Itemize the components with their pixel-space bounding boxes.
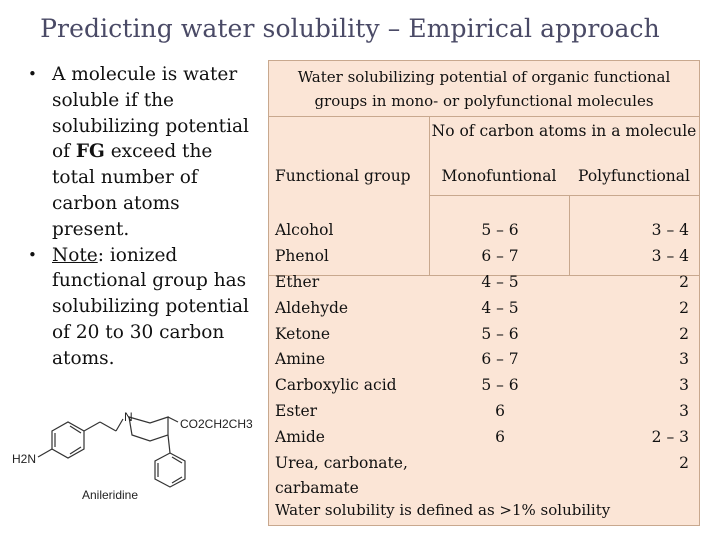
row-mono-value: 6 – 7: [481, 350, 519, 369]
divider: [429, 195, 699, 196]
row-mono-value: 6: [495, 402, 505, 421]
bullet-text: A molecule is water soluble if the solubilizing potential of: [52, 64, 249, 163]
table-row: [269, 399, 699, 425]
piperidine-ring: [129, 417, 168, 441]
bullet-bold-term: FG: [75, 141, 105, 163]
row-functional-group: Amide: [275, 428, 325, 447]
bullet-text: : ionized functional group has solubilizing potential of 20 to 30 carbon atoms.: [52, 244, 249, 369]
column-header-functional-group: Functional group: [275, 167, 411, 185]
row-mono-value: 5 – 6: [481, 324, 519, 343]
row-mono-value: 6: [495, 428, 505, 447]
column-header-polyfunctional: Polyfunctional: [578, 167, 690, 185]
table-row: [269, 244, 699, 270]
row-poly-value: 3: [679, 350, 689, 369]
solubility-table-panel: [268, 60, 700, 526]
row-mono-value: 5 – 6: [481, 376, 519, 395]
row-poly-value: 3: [679, 402, 689, 421]
row-functional-group: Ketone: [275, 324, 331, 343]
benzene-ring-bottom: [155, 453, 185, 487]
molecule-name: Anileridine: [82, 488, 139, 502]
table-row: [269, 425, 699, 451]
table-row: [269, 477, 699, 499]
benzene-ring-left: [52, 422, 84, 458]
column-header-monofunctional: Monofuntional: [441, 167, 557, 185]
table-row: [269, 218, 699, 244]
ring-nitrogen-label: N: [124, 410, 133, 424]
note-label: Note: [52, 244, 98, 266]
amine-label: H2N: [12, 452, 37, 466]
bullet-text: exceed the total number of carbon atoms present.: [52, 141, 213, 240]
row-functional-group: Urea, carbonate,: [275, 454, 408, 473]
table-footnote: Water solubility is defined as >1% solubility: [275, 501, 611, 519]
row-poly-value: 3 – 4: [651, 221, 689, 239]
row-poly-value: 2 – 3: [651, 428, 689, 447]
anileridine-structure: [10, 395, 260, 515]
row-functional-group: Aldehyde: [275, 298, 349, 317]
ester-label: CO2CH2CH3: [180, 417, 253, 431]
table-row: [269, 451, 699, 477]
row-functional-group: Amine: [275, 350, 326, 369]
row-poly-value: 3: [679, 376, 689, 395]
row-functional-group: Carboxylic acid: [275, 376, 397, 395]
table-header: Water solubilizing potential of organic functional groups in mono- or polyfunctional molecules: [269, 61, 699, 117]
bullet-marker: •: [28, 65, 37, 83]
table-row: [269, 347, 699, 373]
row-functional-group: Phenol: [275, 246, 329, 265]
row-mono-value: 4 – 5: [481, 272, 519, 291]
row-functional-group: Alcohol: [275, 221, 334, 239]
bullet-marker: •: [28, 245, 37, 264]
table-row: [269, 322, 699, 348]
row-poly-value: 2: [679, 298, 689, 317]
row-mono-value: 6 – 7: [481, 246, 519, 265]
table-row: [269, 373, 699, 399]
bullet-item-solubility-rule: [26, 62, 258, 243]
row-mono-value: 5 – 6: [481, 221, 519, 239]
slide-title: Predicting water solubility – Empirical approach: [40, 14, 660, 43]
row-poly-value: 3 – 4: [651, 246, 689, 265]
row-poly-value: 2: [679, 272, 689, 291]
table-row: [269, 296, 699, 322]
row-functional-group: carbamate: [275, 478, 359, 497]
row-poly-value: 2: [679, 454, 689, 473]
row-functional-group: Ester: [275, 402, 318, 421]
table-row: [269, 270, 699, 296]
row-functional-group: Ether: [275, 272, 320, 291]
bullet-list: [26, 62, 258, 372]
carbon-count-header: No of carbon atoms in a molecule: [431, 122, 697, 140]
row-poly-value: 2: [679, 324, 689, 343]
bullet-item-note: [26, 243, 258, 372]
row-mono-value: 4 – 5: [481, 298, 519, 317]
table-body: [269, 218, 699, 499]
